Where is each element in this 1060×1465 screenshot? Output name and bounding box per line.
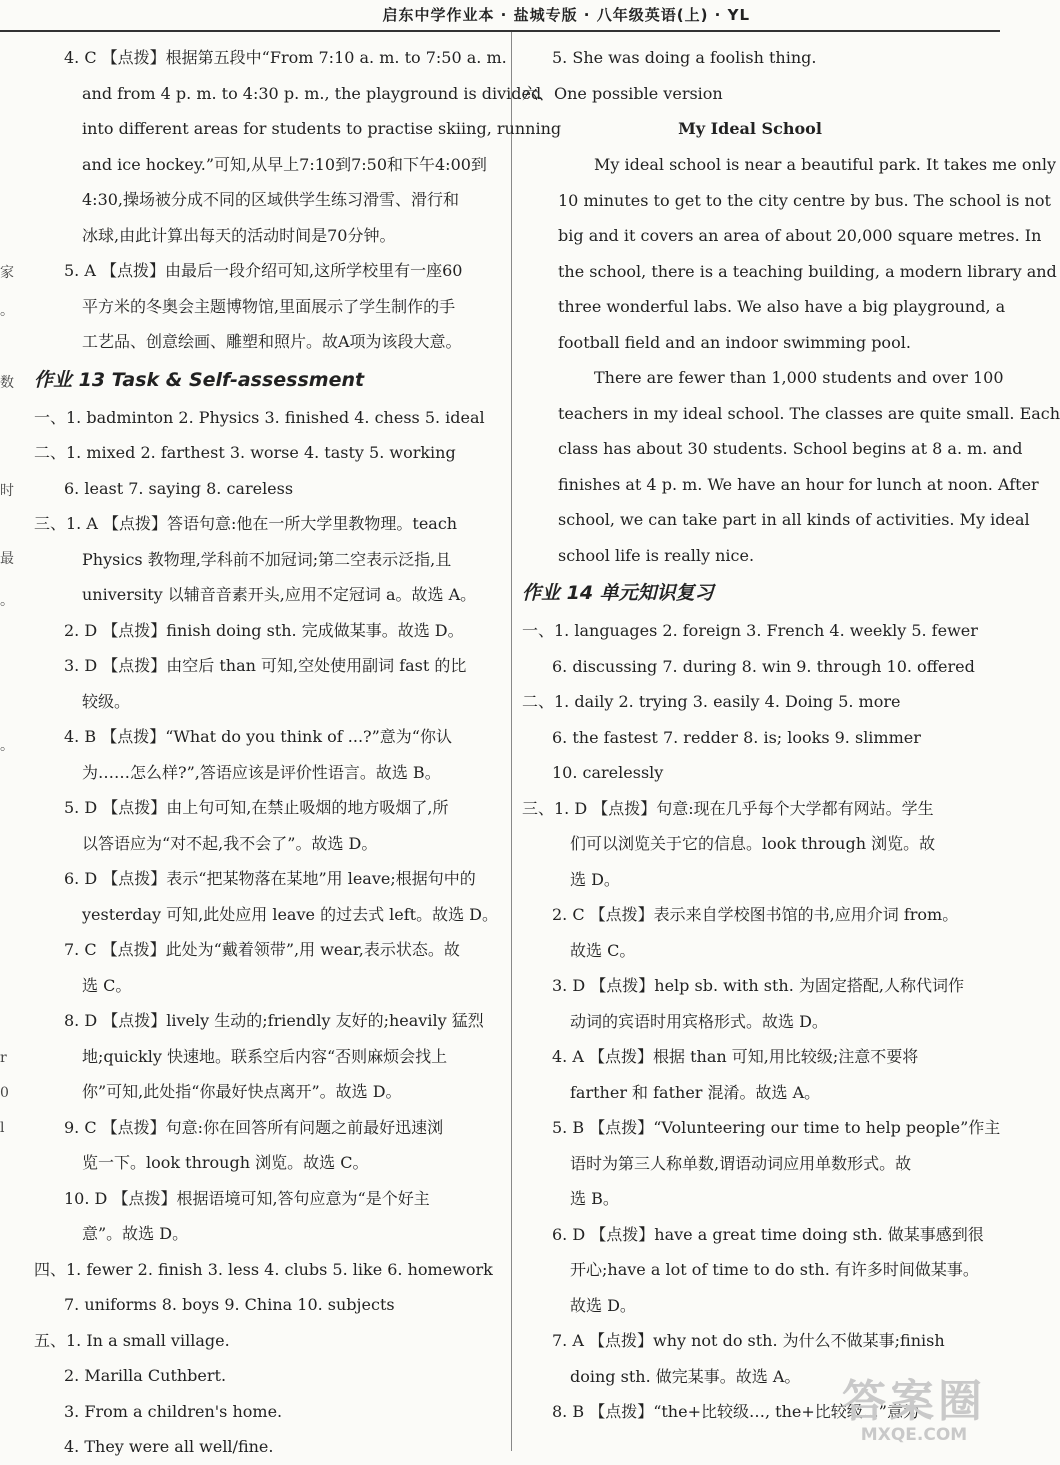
text-line: 选 B。 — [570, 1189, 619, 1208]
essay-line: teachers in my ideal school. The classes are quite small. Each — [558, 403, 1060, 423]
text-line: 为……怎么样?”,答语应该是评价性语言。故选 B。 — [82, 762, 441, 782]
essay-line: the school, there is a teaching building, a modern library and — [558, 261, 1057, 281]
text-line: 三、1. D 【点拨】句意:现在几乎每个大学都有网站。学生 — [522, 798, 934, 818]
edge-char: 0 — [0, 1085, 9, 1101]
answer-line: 6. least 7. saying 8. careless — [64, 478, 294, 498]
text-line: into different areas for students to practise skiing, running — [82, 119, 562, 138]
watermark-text: 答案圈 — [842, 1376, 986, 1427]
text-line: and ice hockey.”可知,从早上7:10到7:50和下午4:00到 — [82, 154, 487, 174]
answer-4 — [34, 40, 562, 253]
text-line: 4. A 【点拨】根据 than 可知,用比较级;注意不要将 — [552, 1047, 919, 1066]
essay-line: class has about 30 students. School begins at 8 a. m. and — [558, 439, 1023, 458]
text-line: 动词的宾语时用宾格形式。故选 D。 — [570, 1011, 828, 1031]
answer-line: 二、1. daily 2. trying 3. easily 4. Doing 5. more — [522, 692, 901, 711]
text-line: university 以辅音音素开头,应用不定冠词 a。故选 A。 — [82, 585, 477, 604]
answer-line: 四、1. fewer 2. finish 3. less 4. clubs 5. like 6. homework — [34, 1259, 493, 1279]
essay-paragraph-1 — [522, 147, 1057, 360]
part-three-14 — [522, 791, 1001, 1430]
text-line: 工艺品、创意绘画、雕塑和照片。故A项为该段大意。 — [82, 332, 462, 351]
essay-line: school, we can take part in all kinds of activities. My ideal — [558, 510, 1030, 529]
text-line: 7. A 【点拨】why not do sth. 为什么不做某事;finish — [552, 1331, 945, 1350]
text-line: 5. D 【点拨】由上句可知,在禁止吸烟的地方吸烟了,所 — [64, 798, 449, 817]
answer-line: 五、1. In a small village. — [34, 1330, 230, 1350]
text-line: 8. D 【点拨】lively 生动的;friendly 友好的;heavily 猛烈 — [64, 1011, 484, 1030]
text-line: 冰球,由此计算出每天的活动时间是70分钟。 — [82, 225, 396, 245]
column-divider — [511, 32, 512, 1451]
right-column — [522, 40, 1060, 1430]
text-line: 览一下。look through 浏览。故选 C。 — [82, 1153, 369, 1172]
text-line: yesterday 可知,此处应用 leave 的过去式 left。故选 D。 — [82, 904, 499, 924]
version-label: 六、One possible version — [522, 83, 723, 103]
edge-char: 时 — [0, 483, 14, 499]
text-line: 4:30,操场被分成不同的区域供学生练习滑雪、滑行和 — [82, 190, 460, 209]
text-line: 3. D 【点拨】help sb. with sth. 为固定搭配,人称代词作 — [552, 976, 964, 995]
edge-char: 家 — [0, 265, 14, 281]
answer-line: 2. Marilla Cuthbert. — [64, 1366, 227, 1385]
text-line: 4. B 【点拨】“What do you think of ...?”意为“你认 — [64, 727, 452, 746]
left-column — [34, 40, 562, 1465]
text-line: 2. C 【点拨】表示来自学校图书馆的书,应用介词 from。 — [552, 905, 959, 924]
header-title: 启东中学作业本 · 盐城专版 · 八年级英语(上) · YL — [382, 6, 750, 24]
text-line: 故选 D。 — [570, 1295, 636, 1315]
essay-line: 10 minutes to get to the city centre by bus. The school is not — [558, 190, 1051, 210]
essay-line: school life is really nice. — [558, 545, 755, 565]
text-line: 7. C 【点拨】此处为“戴着领带”,用 wear,表示状态。故 — [64, 940, 460, 959]
answer-line: 二、1. mixed 2. farthest 3. worse 4. tasty 5. working — [34, 443, 456, 462]
essay-title: My Ideal School — [678, 119, 822, 138]
text-line: doing sth. 做完某事。故选 A。 — [570, 1366, 801, 1386]
text-line: 6. D 【点拨】表示“把某物落在某地”用 leave;根据句中的 — [64, 869, 476, 888]
watermark-logo — [842, 1376, 986, 1445]
text-line: 们可以浏览关于它的信息。look through 浏览。故 — [570, 834, 936, 853]
edge-char: 。 — [0, 593, 14, 609]
watermark-url: MXQE.COM — [860, 1425, 968, 1445]
text-line: 10. D 【点拨】根据语境可知,答句应意为“是个好主 — [64, 1188, 430, 1208]
answer-line: 3. From a children's home. — [64, 1401, 283, 1421]
edge-char: 。 — [0, 738, 14, 754]
section-title-13: 作业 13 Task & Self-assessment — [34, 368, 365, 391]
text-line: 6. D 【点拨】have a great time doing sth. 做某事感到很 — [552, 1224, 984, 1244]
page-header — [0, 0, 1000, 32]
edge-char: 最 — [0, 551, 14, 567]
answer-line: 5. She was doing a foolish thing. — [552, 48, 817, 67]
text-line: 语时为第三人称单数,谓语动词应用单数形式。故 — [570, 1153, 912, 1173]
essay-line: My ideal school is near a beautiful park. It takes me only — [594, 155, 1057, 174]
text-line: 8. B 【点拨】“the+比较级…, the+比较级…”意为 — [552, 1402, 919, 1421]
answer-line: 6. discussing 7. during 8. win 9. through 10. offered — [552, 656, 975, 676]
essay-line: There are fewer than 1,000 students and over 100 — [594, 368, 1004, 387]
answer-line: 一、1. languages 2. foreign 3. French 4. weekly 5. fewer — [522, 621, 978, 640]
essay-line: football field and an indoor swimming pool. — [558, 332, 911, 352]
text-line: 5. A 【点拨】由最后一段介绍可知,这所学校里有一座60 — [64, 261, 463, 280]
essay-line: big and it covers an area of about 20,000 square metres. In — [558, 226, 1042, 245]
part-three-13 — [34, 506, 499, 1252]
text-line: farther 和 father 混淆。故选 A。 — [570, 1082, 821, 1102]
text-line: 选 C。 — [82, 975, 132, 995]
text-line: 5. B 【点拨】“Volunteering our time to help people”作主 — [552, 1118, 1001, 1137]
text-line: 地;quickly 快速地。联系空后内容“否则麻烦会找上 — [82, 1046, 448, 1066]
edge-char: 。 — [0, 303, 14, 319]
text-line: 故选 C。 — [570, 940, 636, 960]
answer-line: 7. uniforms 8. boys 9. China 10. subjects — [64, 1295, 395, 1314]
text-line: 较级。 — [82, 691, 131, 711]
text-line: 4. C 【点拨】根据第五段中“From 7:10 a. m. to 7:50 a. m. — [64, 48, 507, 67]
text-line: 开心;have a lot of time to do sth. 有许多时间做某事。 — [570, 1260, 979, 1279]
edge-char: r — [0, 1050, 7, 1066]
essay-line: finishes at 4 p. m. We have an hour for lunch at noon. After — [558, 474, 1039, 494]
essay-paragraph-2 — [522, 360, 1060, 573]
text-line: 你”可知,此处指“你最好快点离开”。故选 D。 — [82, 1082, 402, 1101]
text-line: 9. C 【点拨】句意:你在回答所有问题之前最好迅速浏 — [64, 1117, 444, 1137]
edge-char: l — [0, 1120, 5, 1136]
answer-line: 10. carelessly — [552, 763, 664, 782]
text-line: 选 D。 — [570, 869, 620, 889]
answer-line: 4. They were all well/fine. — [64, 1437, 274, 1456]
text-line: 2. D 【点拨】finish doing sth. 完成做某事。故选 D。 — [64, 620, 464, 640]
text-line: 3. D 【点拨】由空后 than 可知,空处使用副词 fast 的比 — [64, 656, 467, 675]
essay-line: three wonderful labs. We also have a big playground, a — [558, 297, 1006, 316]
edge-char: 数 — [0, 375, 14, 391]
text-line: and from 4 p. m. to 4:30 p. m., the playground is divided — [82, 83, 542, 103]
text-line: 以答语应为“对不起,我不会了”。故选 D。 — [82, 833, 378, 853]
text-line: 平方米的冬奥会主题博物馆,里面展示了学生制作的手 — [82, 296, 456, 316]
text-line: Physics 教物理,学科前不加冠词;第二空表示泛指,且 — [82, 549, 452, 569]
text-line: 三、1. A 【点拨】答语句意:他在一所大学里教物理。teach — [34, 514, 458, 533]
answer-line: 6. the fastest 7. redder 8. is; looks 9. slimmer — [552, 727, 921, 747]
answer-5 — [34, 253, 496, 360]
section-title-14: 作业 14 单元知识复习 — [522, 582, 714, 604]
left-edge-fragments — [0, 0, 14, 1451]
text-line: 意”。故选 D。 — [82, 1224, 189, 1243]
answer-line: 一、1. badminton 2. Physics 3. finished 4. chess 5. ideal — [34, 407, 485, 427]
